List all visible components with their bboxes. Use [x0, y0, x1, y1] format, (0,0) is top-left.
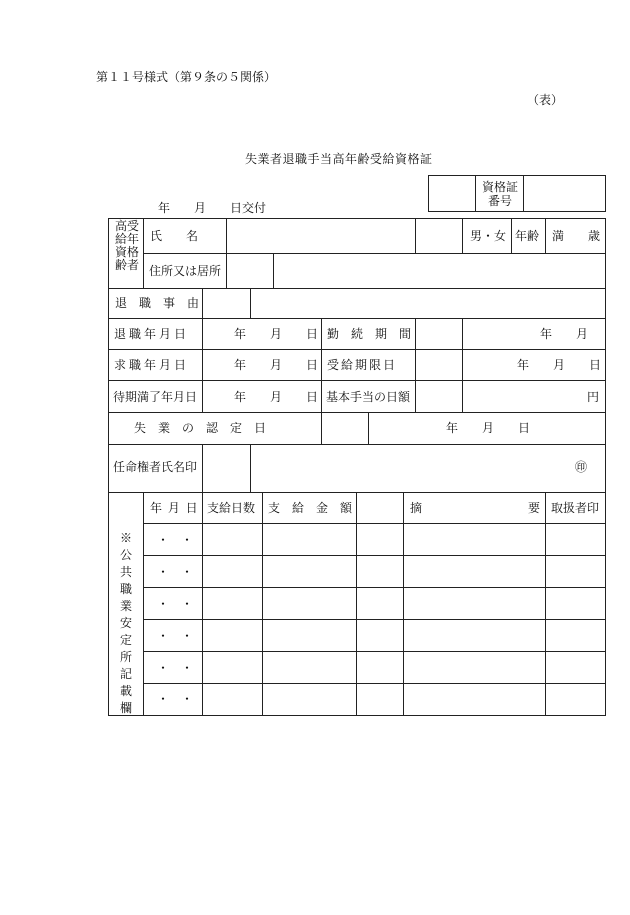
age-label: 年齢 [515, 229, 540, 243]
ledger-row-date: ・ ・ [157, 597, 194, 611]
retirement-date-label: 退職年月日 [114, 327, 190, 341]
ledger-row-date: ・ ・ [157, 565, 194, 579]
ledger-row-date: ・ ・ [157, 533, 194, 547]
address-label: 住所又は居所 [149, 264, 222, 278]
name-extra-field[interactable] [416, 219, 462, 253]
age-unit: 満 歳 [552, 229, 601, 243]
daily-amount-unit: 円 [587, 390, 600, 404]
wait-end-date-value: 年 月 日 [234, 390, 319, 404]
ledger-row-date: ・ ・ [157, 629, 194, 643]
wait-end-date-label: 待期満了年月日 [113, 390, 198, 404]
ledger-row-date: ・ ・ [157, 661, 194, 675]
ledger-header-note-right: 要 [528, 501, 541, 515]
unemployment-cert-label: 失 業 の 認 定 日 [134, 421, 267, 435]
address-field[interactable] [274, 254, 605, 288]
issue-date-label: 年 月 日交付 [158, 201, 267, 215]
service-period-label: 勤 続 期 間 [327, 327, 412, 341]
side-label: （表） [527, 93, 564, 107]
job-seek-date-label: 求職年月日 [114, 358, 190, 372]
daily-amount-label: 基本手当の日額 [326, 390, 411, 404]
benefit-deadline-value: 年 月 日 [517, 358, 602, 372]
ledger-header-note-left: 摘 [410, 501, 423, 515]
appointer-label: 任命権者氏名印 [113, 460, 198, 474]
person-group-label: 高受給年資格齢者 [115, 219, 140, 272]
unemployment-cert-value: 年 月 日 [446, 421, 531, 435]
appointer-field[interactable] [251, 445, 605, 492]
retirement-reason-label: 退 職 事 由 [115, 296, 200, 310]
ledger-row-date: ・ ・ [157, 692, 194, 706]
seal-mark: ㊞ [575, 460, 588, 474]
ledger-header-payment-days: 支給日数 [207, 501, 256, 515]
job-seek-date-value: 年 月 日 [234, 358, 319, 372]
benefit-deadline-label: 受給期限日 [327, 358, 398, 372]
service-period-value: 年 月 [540, 327, 589, 341]
retirement-date-value: 年 月 日 [234, 327, 319, 341]
certificate-number-field[interactable] [524, 176, 604, 211]
gender-label: 男・女 [470, 229, 507, 243]
form-number: 第１１号様式（第９条の５関係） [96, 70, 277, 84]
name-field[interactable] [227, 219, 415, 253]
retirement-reason-field[interactable] [251, 289, 605, 318]
page-title: 失業者退職手当高年齢受給資格証 [245, 152, 433, 166]
name-label: 氏 名 [150, 229, 199, 243]
ledger-header-payment-amount: 支 給 金 額 [268, 501, 353, 515]
ledger-header-handler-seal: 取扱者印 [551, 501, 600, 515]
ledger-header-date: 年 月 日 [150, 501, 199, 515]
certificate-number-label: 資格証番号 [481, 180, 518, 208]
ledger-side-label: ※公共職業安定所記載欄 [119, 531, 132, 715]
